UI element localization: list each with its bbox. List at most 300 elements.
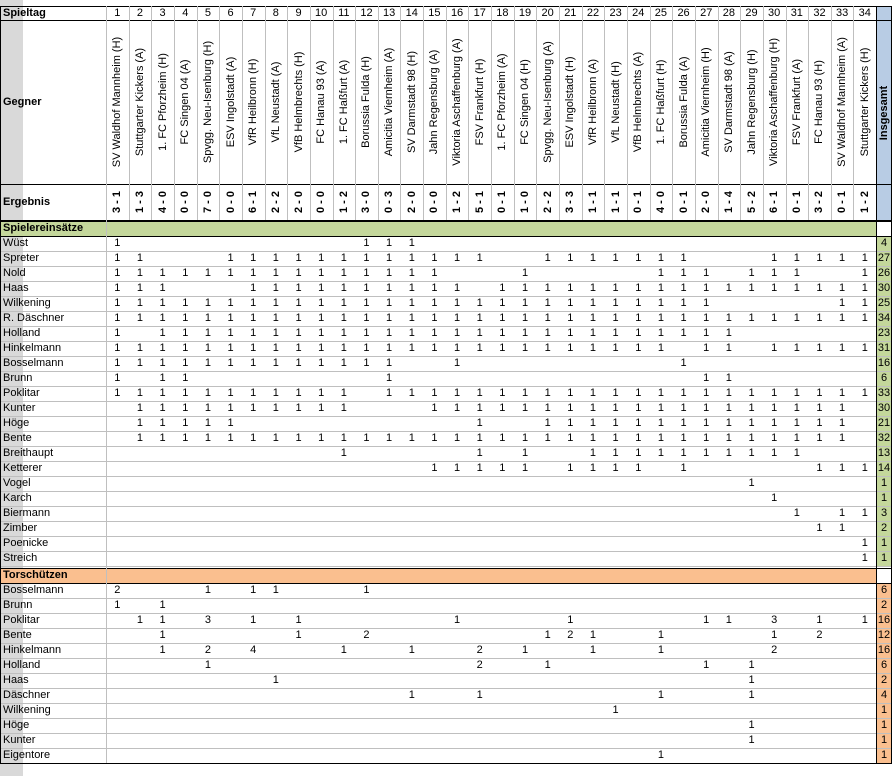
grid-line xyxy=(853,6,854,220)
appearance-mark: 1 xyxy=(363,327,370,339)
goals-count: 1 xyxy=(272,674,279,686)
spieltag-number: 19 xyxy=(518,7,532,19)
appearance-mark: 1 xyxy=(771,312,778,324)
appearance-mark: 1 xyxy=(159,372,166,384)
appearance-mark: 1 xyxy=(793,432,800,444)
appearance-mark: 1 xyxy=(250,357,257,369)
match-result: 0 - 1 xyxy=(790,190,803,214)
appearance-mark: 1 xyxy=(544,402,551,414)
opponent-name: ESV Ingolstadt (A) xyxy=(224,56,237,148)
appearance-mark: 1 xyxy=(204,432,211,444)
opponent-name-cell xyxy=(265,20,288,184)
appearance-mark: 1 xyxy=(612,342,619,354)
appearance-mark: 1 xyxy=(295,432,302,444)
appearance-mark: 1 xyxy=(136,387,144,399)
grid-line xyxy=(627,6,628,220)
player-name: Wüst xyxy=(3,237,29,249)
match-result: 0 - 1 xyxy=(632,190,645,214)
spieltag-number: 5 xyxy=(204,7,211,19)
appearance-mark: 1 xyxy=(544,312,551,324)
player-name: Höge xyxy=(3,417,30,429)
appearance-mark: 1 xyxy=(816,522,823,534)
appearance-mark: 1 xyxy=(612,297,619,309)
match-result-cell xyxy=(355,184,378,220)
appearance-mark: 1 xyxy=(272,387,279,399)
appearance-mark: 1 xyxy=(295,297,302,309)
appearance-mark: 1 xyxy=(476,402,483,414)
appearance-mark: 1 xyxy=(771,492,778,504)
player-name: Poklitar xyxy=(3,387,40,399)
appearance-mark: 1 xyxy=(680,357,687,369)
grid-line xyxy=(0,281,892,282)
appearance-mark: 1 xyxy=(748,477,755,489)
grid-line xyxy=(378,6,379,220)
appearance-mark: 1 xyxy=(521,312,529,324)
appearance-mark: 1 xyxy=(454,432,461,444)
goals-count: 2 xyxy=(204,644,211,656)
appearance-mark: 1 xyxy=(204,312,211,324)
opponent-name-cell xyxy=(468,20,491,184)
appearance-mark: 1 xyxy=(861,342,868,354)
appearance-mark: 1 xyxy=(476,417,483,429)
match-result: 3 - 0 xyxy=(360,190,373,214)
goals-total: 12 xyxy=(877,629,891,641)
match-result: 2 - 0 xyxy=(292,190,305,214)
opponent-name: Jahn Regensburg (A) xyxy=(428,49,441,155)
grid-line xyxy=(197,6,198,220)
appearance-mark: 1 xyxy=(793,282,800,294)
opponent-name-cell xyxy=(536,20,559,184)
appearance-mark: 1 xyxy=(680,387,687,399)
opponent-name: 1. FC Haßfurt (A) xyxy=(337,59,350,145)
appearance-mark: 1 xyxy=(340,267,347,279)
grid-line xyxy=(0,6,1,763)
spieltag-number: 11 xyxy=(338,7,350,19)
grid-line xyxy=(831,6,832,220)
appearance-mark: 1 xyxy=(521,327,529,339)
grid-line xyxy=(0,643,892,644)
appearance-mark: 1 xyxy=(159,282,166,294)
appearance-mark: 1 xyxy=(861,267,868,279)
match-result-cell xyxy=(763,184,786,220)
appearance-mark: 1 xyxy=(771,447,778,459)
appearance-mark: 1 xyxy=(703,297,710,309)
grid-line xyxy=(0,266,892,267)
appearance-mark: 1 xyxy=(793,402,800,414)
appearance-mark: 1 xyxy=(272,327,279,339)
scorer-name: Kunter xyxy=(3,734,36,746)
appearance-mark: 1 xyxy=(499,312,506,324)
grid-line xyxy=(0,311,892,312)
appearance-mark: 1 xyxy=(612,462,619,474)
appearance-total: 27 xyxy=(877,252,891,264)
appearance-mark: 1 xyxy=(657,267,664,279)
appearance-mark: 1 xyxy=(657,387,664,399)
match-result-cell xyxy=(808,184,831,220)
spieltag-number: 17 xyxy=(473,7,486,19)
grid-line xyxy=(400,6,401,220)
grid-line xyxy=(876,6,877,763)
opponent-name: 1. FC Haßfurt (H) xyxy=(654,59,667,145)
match-result-cell xyxy=(129,184,152,220)
match-result: 0 - 1 xyxy=(836,190,849,214)
match-result-cell xyxy=(536,184,559,220)
appearance-mark: 1 xyxy=(725,402,732,414)
appearance-mark: 1 xyxy=(793,267,800,279)
appearance-mark: 1 xyxy=(408,387,415,399)
player-name: Breithaupt xyxy=(3,447,54,459)
appearance-mark: 1 xyxy=(114,327,121,339)
match-result-cell xyxy=(740,184,763,220)
appearance-mark: 1 xyxy=(567,312,574,324)
appearance-mark: 1 xyxy=(499,402,506,414)
spieltag-number: 9 xyxy=(295,7,302,19)
appearance-mark: 1 xyxy=(703,267,710,279)
appearance-mark: 1 xyxy=(204,387,211,399)
appearance-mark: 1 xyxy=(635,462,642,474)
grid-line xyxy=(0,461,892,462)
appearance-mark: 1 xyxy=(204,267,211,279)
appearance-mark: 1 xyxy=(340,252,347,264)
appearance-mark: 1 xyxy=(635,417,642,429)
goals-count: 1 xyxy=(340,644,347,656)
appearance-mark: 1 xyxy=(363,357,370,369)
grid-line xyxy=(287,6,288,220)
appearance-total: 25 xyxy=(877,297,891,309)
appearance-mark: 1 xyxy=(816,417,823,429)
appearance-mark: 1 xyxy=(544,282,551,294)
opponent-name-cell xyxy=(740,20,763,184)
appearance-mark: 1 xyxy=(476,447,483,459)
opponent-name-cell xyxy=(446,20,469,184)
match-result: 5 - 2 xyxy=(745,190,758,214)
appearance-mark: 1 xyxy=(657,417,664,429)
goals-count: 2 xyxy=(363,629,370,641)
appearance-mark: 1 xyxy=(454,357,461,369)
appearance-mark: 1 xyxy=(136,267,144,279)
appearance-mark: 1 xyxy=(793,252,800,264)
appearance-mark: 1 xyxy=(454,312,461,324)
match-result-cell xyxy=(853,184,876,220)
appearance-mark: 1 xyxy=(136,282,144,294)
appearance-mark: 1 xyxy=(816,282,823,294)
opponent-name-cell xyxy=(106,20,129,184)
appearance-mark: 1 xyxy=(793,447,800,459)
appearance-mark: 1 xyxy=(318,267,325,279)
appearance-mark: 1 xyxy=(204,297,211,309)
match-result: 1 - 2 xyxy=(451,190,464,214)
goals-count: 1 xyxy=(861,614,868,626)
grid-line xyxy=(0,551,892,552)
spieltag-label: Spieltag xyxy=(3,7,46,19)
grid-line xyxy=(491,6,492,220)
appearance-mark: 1 xyxy=(272,402,279,414)
match-result: 1 - 1 xyxy=(586,190,599,214)
appearance-mark: 1 xyxy=(114,282,121,294)
opponent-name: FSV Frankfurt (A) xyxy=(790,58,803,146)
appearance-mark: 1 xyxy=(386,357,393,369)
appearance-mark: 1 xyxy=(204,417,211,429)
goals-count: 1 xyxy=(159,599,166,611)
appearance-mark: 1 xyxy=(227,267,234,279)
goals-total: 2 xyxy=(876,673,892,688)
appearance-mark: 1 xyxy=(114,312,121,324)
spieltag-number: 23 xyxy=(609,7,622,19)
grid-line xyxy=(808,6,809,220)
appearance-mark: 1 xyxy=(635,282,642,294)
appearance-mark: 1 xyxy=(635,312,642,324)
goals-count: 1 xyxy=(136,614,144,626)
appearance-mark: 1 xyxy=(476,462,483,474)
goals-count: 2 xyxy=(771,644,778,656)
match-result: 7 - 0 xyxy=(201,190,214,214)
appearance-mark: 1 xyxy=(250,432,257,444)
player-name: Brunn xyxy=(3,372,33,384)
goals-count: 1 xyxy=(567,614,574,626)
grid-line xyxy=(129,6,130,220)
appearance-mark: 1 xyxy=(589,252,597,264)
spieltag-number: 7 xyxy=(250,7,257,19)
grid-line xyxy=(0,598,892,599)
match-result-cell xyxy=(287,184,310,220)
appearance-mark: 1 xyxy=(499,387,506,399)
match-result: 0 - 0 xyxy=(179,190,192,214)
goals-count: 2 xyxy=(476,659,483,671)
appearance-mark: 1 xyxy=(748,267,755,279)
appearance-mark: 1 xyxy=(725,312,732,324)
appearance-mark: 1 xyxy=(363,297,370,309)
goals-total: 2 xyxy=(876,598,892,613)
match-result-cell xyxy=(310,184,333,220)
appearance-mark: 1 xyxy=(748,417,755,429)
appearance-mark: 1 xyxy=(521,462,529,474)
match-result: 4 - 0 xyxy=(156,190,169,214)
grid-line xyxy=(0,703,892,704)
appearance-mark: 1 xyxy=(839,417,846,429)
goals-total: 16 xyxy=(877,644,891,656)
appearance-mark: 1 xyxy=(657,252,664,264)
goals-count: 1 xyxy=(454,614,461,626)
appearance-mark: 1 xyxy=(567,327,574,339)
appearance-mark: 1 xyxy=(771,417,778,429)
spieltag-number: 22 xyxy=(586,7,600,19)
spieltag-number: 34 xyxy=(858,7,871,19)
appearance-mark: 1 xyxy=(703,447,710,459)
goals-count: 1 xyxy=(748,719,755,731)
appearance-mark: 1 xyxy=(159,357,166,369)
appearance-total: 13 xyxy=(877,447,891,459)
appearance-mark: 1 xyxy=(250,402,257,414)
appearance-mark: 1 xyxy=(476,327,483,339)
appearance-mark: 1 xyxy=(589,282,597,294)
appearance-mark: 1 xyxy=(340,402,347,414)
opponent-name: Spvgg. Neu-Isenburg (A) xyxy=(541,41,554,163)
appearance-mark: 1 xyxy=(227,327,234,339)
opponent-name: Stuttgarter Kickers (H) xyxy=(858,47,871,157)
match-result: 4 - 0 xyxy=(654,190,667,214)
opponent-name: FSV Frankfurt (H) xyxy=(473,58,486,146)
grid-line xyxy=(0,356,892,357)
appearance-mark: 1 xyxy=(839,507,846,519)
appearance-mark: 1 xyxy=(657,342,664,354)
appearance-mark: 1 xyxy=(431,387,438,399)
scorer-name: Haas xyxy=(3,674,29,686)
appearance-mark: 1 xyxy=(680,297,687,309)
goals-count: 1 xyxy=(657,629,664,641)
player-name: Kunter xyxy=(3,402,36,414)
match-result-cell xyxy=(423,184,446,220)
appearance-mark: 1 xyxy=(250,282,257,294)
appearance-mark: 1 xyxy=(680,267,687,279)
appearance-mark: 1 xyxy=(363,237,370,249)
appearance-mark: 1 xyxy=(567,387,574,399)
appearance-mark: 1 xyxy=(454,327,461,339)
opponent-name-cell xyxy=(129,20,152,184)
spieltag-number: 8 xyxy=(272,7,279,19)
match-result-cell xyxy=(265,184,288,220)
grid-line xyxy=(650,6,651,220)
match-result-cell xyxy=(400,184,423,220)
appearance-mark: 1 xyxy=(386,372,393,384)
appearance-mark: 1 xyxy=(680,327,687,339)
grid-line xyxy=(0,733,892,734)
goals-count: 1 xyxy=(272,584,279,596)
appearance-mark: 1 xyxy=(816,342,823,354)
appearance-mark: 1 xyxy=(318,297,325,309)
appearance-mark: 1 xyxy=(635,387,642,399)
appearance-mark: 1 xyxy=(408,267,415,279)
appearance-mark: 1 xyxy=(182,312,189,324)
grid-line xyxy=(0,416,892,417)
grid-line xyxy=(536,6,537,220)
goals-count: 2 xyxy=(567,629,574,641)
opponent-name: Borussia Fulda (A) xyxy=(677,56,690,148)
ergebnis-label: Ergebnis xyxy=(3,196,51,208)
player-name: Poenicke xyxy=(3,537,49,549)
appearance-mark: 1 xyxy=(340,327,347,339)
insgesamt-header-cell xyxy=(876,6,892,220)
appearance-mark: 1 xyxy=(703,432,710,444)
appearance-mark: 1 xyxy=(272,312,279,324)
grid-line xyxy=(0,371,892,372)
grid-line xyxy=(333,6,334,220)
match-result: 3 - 2 xyxy=(813,190,826,214)
appearance-mark: 1 xyxy=(204,327,211,339)
goals-count: 1 xyxy=(159,629,166,641)
match-result: 0 - 0 xyxy=(428,190,441,214)
appearance-mark: 1 xyxy=(318,327,325,339)
goals-count: 1 xyxy=(748,674,755,686)
opponent-name: SV Waldhof Mannheim (A) xyxy=(836,37,849,167)
appearance-mark: 1 xyxy=(159,387,166,399)
appearance-mark: 1 xyxy=(567,402,574,414)
appearance-mark: 1 xyxy=(386,342,393,354)
goals-count: 1 xyxy=(771,629,778,641)
appearance-mark: 1 xyxy=(725,372,732,384)
appearance-mark: 1 xyxy=(816,402,823,414)
appearance-mark: 1 xyxy=(567,342,574,354)
appearance-mark: 1 xyxy=(295,342,302,354)
appearance-mark: 1 xyxy=(748,312,755,324)
appearance-mark: 1 xyxy=(725,327,732,339)
goals-total: 4 xyxy=(876,688,892,703)
opponent-name: SV Darmstadt 98 (H) xyxy=(405,50,418,154)
opponent-name-cell xyxy=(151,20,174,184)
opponent-name: VfR Heilbronn (A) xyxy=(586,58,599,146)
grid-line xyxy=(0,491,892,492)
spieltag-number: 1 xyxy=(114,7,121,19)
appearance-mark: 1 xyxy=(771,267,778,279)
player-name: Holland xyxy=(3,327,41,339)
appearance-mark: 1 xyxy=(748,432,755,444)
opponent-name-cell xyxy=(627,20,650,184)
match-result-cell xyxy=(174,184,197,220)
grid-line xyxy=(265,6,266,220)
match-result-cell xyxy=(446,184,469,220)
appearance-mark: 1 xyxy=(159,327,166,339)
appearance-mark: 1 xyxy=(182,357,189,369)
player-name: Wilkening xyxy=(3,297,51,309)
appearance-mark: 1 xyxy=(544,252,551,264)
goals-count: 4 xyxy=(250,644,257,656)
scorer-name: Holland xyxy=(3,659,41,671)
appearance-mark: 1 xyxy=(793,387,800,399)
appearance-mark: 1 xyxy=(861,312,868,324)
grid-line xyxy=(0,536,892,537)
appearance-mark: 1 xyxy=(499,282,506,294)
match-result-cell xyxy=(151,184,174,220)
appearance-mark: 1 xyxy=(748,402,755,414)
opponent-name: Viktoria Aschaffenburg (A) xyxy=(451,38,464,166)
opponent-name-cell xyxy=(491,20,514,184)
appearance-mark: 1 xyxy=(499,342,506,354)
appearance-mark: 1 xyxy=(250,312,257,324)
match-result-cell xyxy=(718,184,741,220)
appearance-total: 4 xyxy=(876,236,892,251)
appearance-mark: 1 xyxy=(227,417,234,429)
grid-line xyxy=(423,6,424,220)
appearance-mark: 1 xyxy=(703,342,710,354)
appearance-mark: 1 xyxy=(136,402,144,414)
appearance-mark: 1 xyxy=(476,297,483,309)
appearance-mark: 1 xyxy=(748,387,755,399)
appearance-mark: 1 xyxy=(250,267,257,279)
match-result-cell xyxy=(650,184,673,220)
scorer-name: Bosselmann xyxy=(3,584,64,596)
opponent-name: 1. FC Pforzheim (H) xyxy=(156,53,169,151)
grid-line xyxy=(0,748,892,749)
appearance-mark: 1 xyxy=(521,342,529,354)
appearance-mark: 1 xyxy=(295,252,302,264)
appearance-mark: 1 xyxy=(521,447,529,459)
match-result: 5 - 1 xyxy=(473,190,486,214)
appearance-mark: 1 xyxy=(182,432,189,444)
appearance-mark: 1 xyxy=(589,387,597,399)
appearance-mark: 1 xyxy=(703,312,710,324)
goals-total: 6 xyxy=(876,583,892,598)
opponent-name-cell xyxy=(242,20,265,184)
appearance-mark: 1 xyxy=(295,312,302,324)
match-result-cell xyxy=(672,184,695,220)
player-name: Vogel xyxy=(3,477,31,489)
appearance-mark: 1 xyxy=(363,267,370,279)
opponent-name: Jahn Regensburg (H) xyxy=(745,49,758,155)
appearance-mark: 1 xyxy=(318,432,325,444)
goals-count: 1 xyxy=(589,629,597,641)
goals-count: 1 xyxy=(748,659,755,671)
spieltag-number: 32 xyxy=(813,7,826,19)
match-result: 6 - 1 xyxy=(247,190,260,214)
